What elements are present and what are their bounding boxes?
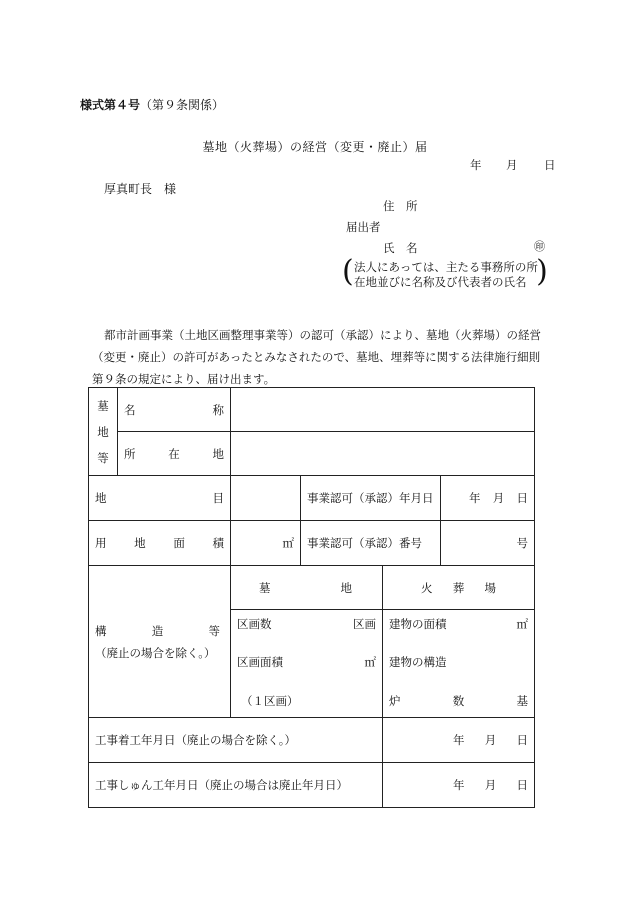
- address-label: 住 所: [383, 199, 418, 213]
- approval-date-input[interactable]: 年 月 日: [441, 476, 535, 521]
- land-category-label: 地 目: [89, 476, 231, 521]
- notifier-label: 届出者: [346, 220, 381, 234]
- land-area-input[interactable]: ㎡: [231, 521, 301, 566]
- plot-area-input[interactable]: 区画面積 ㎡: [231, 638, 383, 686]
- land-area-label: 用 地 面 積: [89, 521, 231, 566]
- corporation-note: [342, 254, 548, 290]
- furnace-input[interactable]: 炉 数 基: [383, 686, 535, 718]
- body-line2: （変更・廃止）の許可があったとみなされたので、墓地、埋葬等に関する法律施行細則: [92, 350, 541, 364]
- notification-table: [88, 387, 535, 808]
- seal-mark: ㊞: [534, 240, 545, 253]
- document-title: 墓地（火葬場）の経営（変更・廃止）届: [202, 140, 428, 154]
- construction-start-input[interactable]: 年 月 日: [383, 718, 535, 763]
- building-area-input[interactable]: 建物の面積 ㎡: [383, 610, 535, 638]
- structure-label: 構 造 等 （廃止の場合を除く。）: [89, 566, 231, 718]
- addressee: 厚真町長 様: [104, 182, 177, 196]
- approval-date-label: 事業認可（承認）年月日: [301, 476, 441, 521]
- crematorium-header: 火 葬 場: [383, 566, 535, 610]
- submission-date: 年 月 日: [470, 158, 556, 172]
- name-label: 氏 名: [383, 241, 418, 255]
- corp-note-line2: 在地並びに名称及び代表者の氏名: [354, 275, 527, 289]
- name-input[interactable]: [231, 388, 535, 432]
- approval-number-input[interactable]: 号: [441, 521, 535, 566]
- corp-note-line1: 法人にあっては、主たる事務所の所: [354, 260, 538, 274]
- name-label-cell: 名 称: [118, 388, 231, 432]
- plot-area-note: （１区画）: [231, 686, 383, 718]
- approval-number-label: 事業認可（承認）番号: [301, 521, 441, 566]
- right-paren: ): [536, 254, 548, 289]
- construction-end-label: 工事しゅん工年月日（廃止の場合は廃止年月日）: [89, 763, 383, 808]
- land-category-input[interactable]: [231, 476, 301, 521]
- left-paren: (: [342, 254, 354, 289]
- construction-start-label: 工事着工年月日（廃止の場合を除く。）: [89, 718, 383, 763]
- plots-input[interactable]: 区画数 区画: [231, 610, 383, 638]
- cemetery-group-label: 墓 地 等: [89, 388, 118, 476]
- form-number: 様式第４号（第９条関係）: [80, 98, 225, 112]
- body-line3: 第９条の規定により、届け出ます。: [92, 372, 276, 386]
- location-input[interactable]: [231, 432, 535, 476]
- body-line1: 都市計画事業（土地区画整理事業等）の認可（承認）により、墓地（火葬場）の経営: [104, 328, 541, 342]
- construction-end-input[interactable]: 年 月 日: [383, 763, 535, 808]
- location-label-cell: 所 在 地: [118, 432, 231, 476]
- building-structure-input[interactable]: 建物の構造: [383, 638, 535, 686]
- body-text: [92, 324, 544, 390]
- cemetery-header: 墓 地: [231, 566, 383, 610]
